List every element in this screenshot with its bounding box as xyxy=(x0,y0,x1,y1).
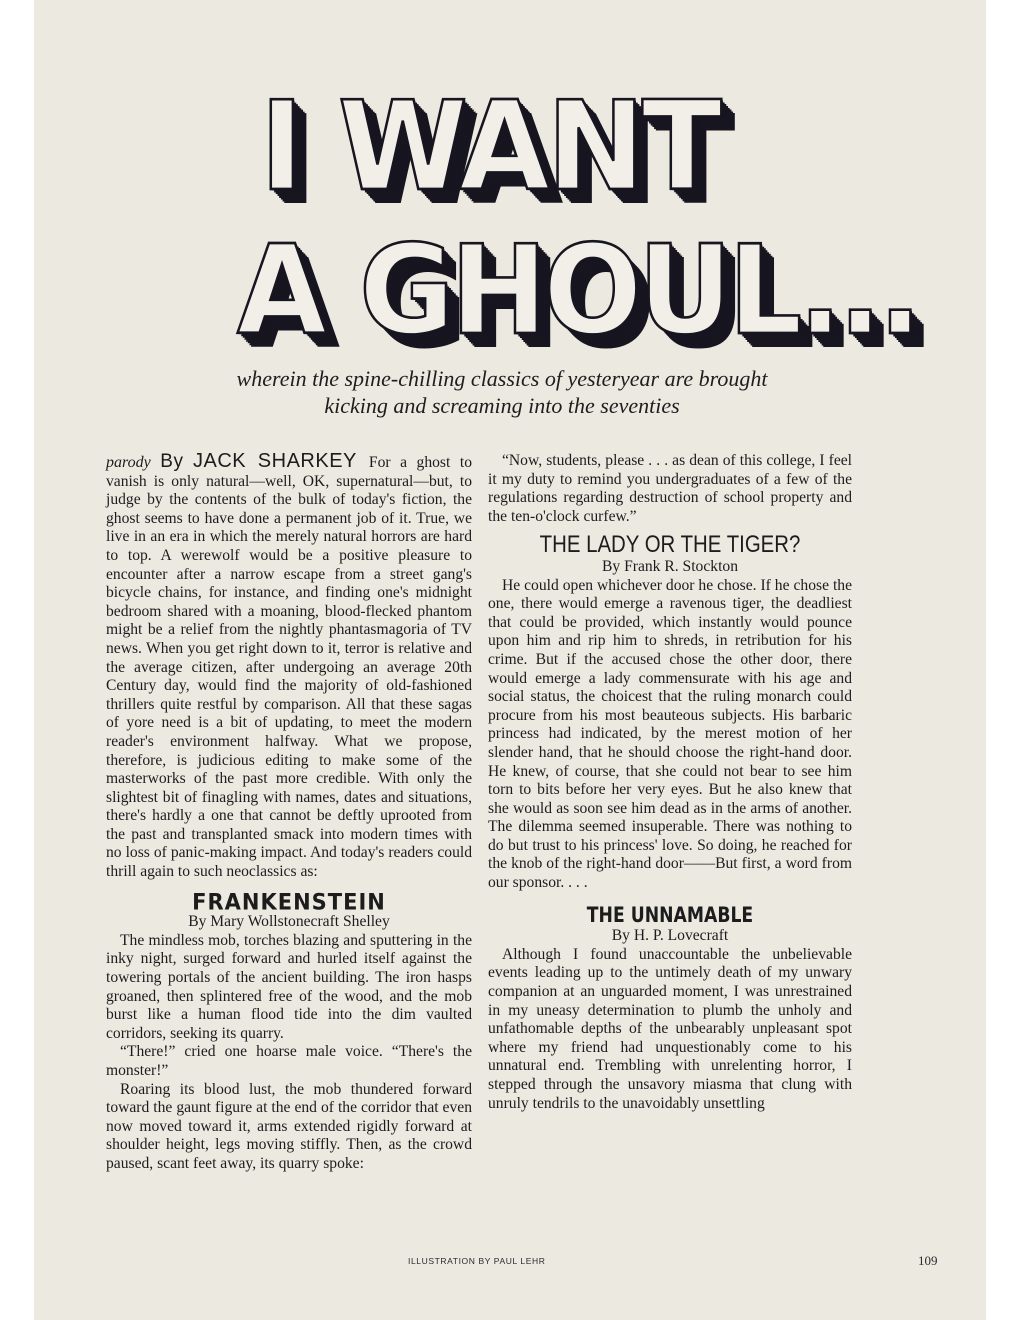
frankenstein-paragraph-2: “There!” cried one hoarse male voice. “There's the monster!” xyxy=(106,1043,472,1079)
byline-lady-or-tiger: By Frank R. Stockton xyxy=(601,557,739,575)
title-line-1: I WANT xyxy=(260,75,719,219)
heading-lady-or-tiger: THE LADY OR THE TIGER? xyxy=(539,531,801,559)
parody-label: parody xyxy=(106,454,151,471)
frankenstein-paragraph-3: Roaring its blood lust, the mob thundered forward toward the gaunt figure at the end of the corridor that even now moved toward it, arms extended rigidly forward at shoulder height, legs moving stiffly. Then, as the crowd paused, scant feet away, its quarry spoke: xyxy=(106,1080,472,1172)
right-column xyxy=(488,452,852,1113)
byline-author: JACK SHARKEY xyxy=(192,450,357,472)
page-number: 109 xyxy=(918,1253,938,1268)
title-line-2: A GHOUL... xyxy=(237,219,919,363)
unnamable-paragraph: Although I found unaccountable the unbelievable events leading up to the untimely death of my unwary companion at an unguarded moment, I was unrestrained in my uneasy determination to plumb the unholy and unfathomable depths of the unbearably unpleasant spot where my friend had unquestionably come to his unnatural end. Trembling with unrelenting horror, I stepped through the unsavory miasma that clung with unruly tendrils to the unavoidably unsettling xyxy=(488,945,852,1112)
byline-frankenstein: By Mary Wollstonecraft Shelley xyxy=(188,913,390,931)
lady-paragraph: He could open whichever door he chose. If he chose the one, there would emerge a ravenous tiger, the deadliest that could be provided, which instantly would pounce upon him and rip him to shreds, in retribution for his crime. But if the accused chose the other door, there would emerge a lady commensurate with his age and social status, the choicest that the ruling monarch could procure from his most beauteous subjects. His barbaric princess had indicated, by the merest motion of her slender hand, that he should choose the right-hand door. He knew, of course, that she could not bear to see him torn to bits before her very eyes. But he also knew that she would as soon see him dead as in the arms of another. The dilemma seemed insuperable. There was nothing to do but trust to his princess' love. So doing, he reached for the knob of the right-hand door——But first, a word from our sponsor. . . . xyxy=(488,576,852,892)
heading-unnamable: THE UNNAMABLE xyxy=(586,902,754,927)
frankenstein-paragraph-1: The mindless mob, torches blazing and sputtering in the inky night, surged forward and hurled itself against the towering portals of the ancient building. The iron hasps groaned, then splintered free of the wood, and the mob burst like a human flood tide into the dim vaulted corridors, seeking its quarry. xyxy=(106,931,472,1042)
left-column xyxy=(106,452,472,1174)
frankenstein-paragraph-4: “Now, students, please . . . as dean of this college, I feel it my duty to remind you undergraduates of a few of the regulations regarding destruction of school property and the ten-o'clock curfew.” xyxy=(488,452,852,525)
illustration-credit: ILLUSTRATION BY PAUL LEHR xyxy=(408,1256,546,1266)
intro-text: For a ghost to vanish is only natural—well, OK, supernatural—but, to judge by the contents of the bulk of today's fiction, the ghost seems to have done a permanent job of it. True, we live in an era in which the merely natural horrors are hard to top. A werewolf would be a positive pleasure to encounter after a narrow escape from a street gang's bicycle chains, for instance, and finding one's midnight bedroom shared with a moaning, blood-flecked phantom might be a relief from the nightly phantasmagoria of TV news. When you get right down to it, terror is relative and the average citizen, after undergoing an average 20th Century day, would find the majority of old-fashioned thrillers quite restful by comparison. All that these sagas of yore need is a bit of updating, to meet the modern reader's environment halfway. What we propose, therefore, is judicious editing to make some of the masterworks of the past more credible. With only the slightest bit of finagling with names, dates and situations, there's hardly a one that cannot be deftly uprooted from the past and transplanted smack into modern times with no loss of panic-making impact. And today's readers could thrill again to such neoclassics as: xyxy=(106,454,472,881)
intro-paragraph xyxy=(106,452,472,882)
magazine-page xyxy=(34,0,986,1320)
byline-unnamable: By H. P. Lovecraft xyxy=(611,927,729,945)
byline-by: By xyxy=(160,451,184,472)
heading-frankenstein: FRANKENSTEIN xyxy=(192,889,386,915)
subtitle: wherein the spine-chilling classics of yesteryear are brought kicking and screaming into the seventies xyxy=(236,366,768,418)
